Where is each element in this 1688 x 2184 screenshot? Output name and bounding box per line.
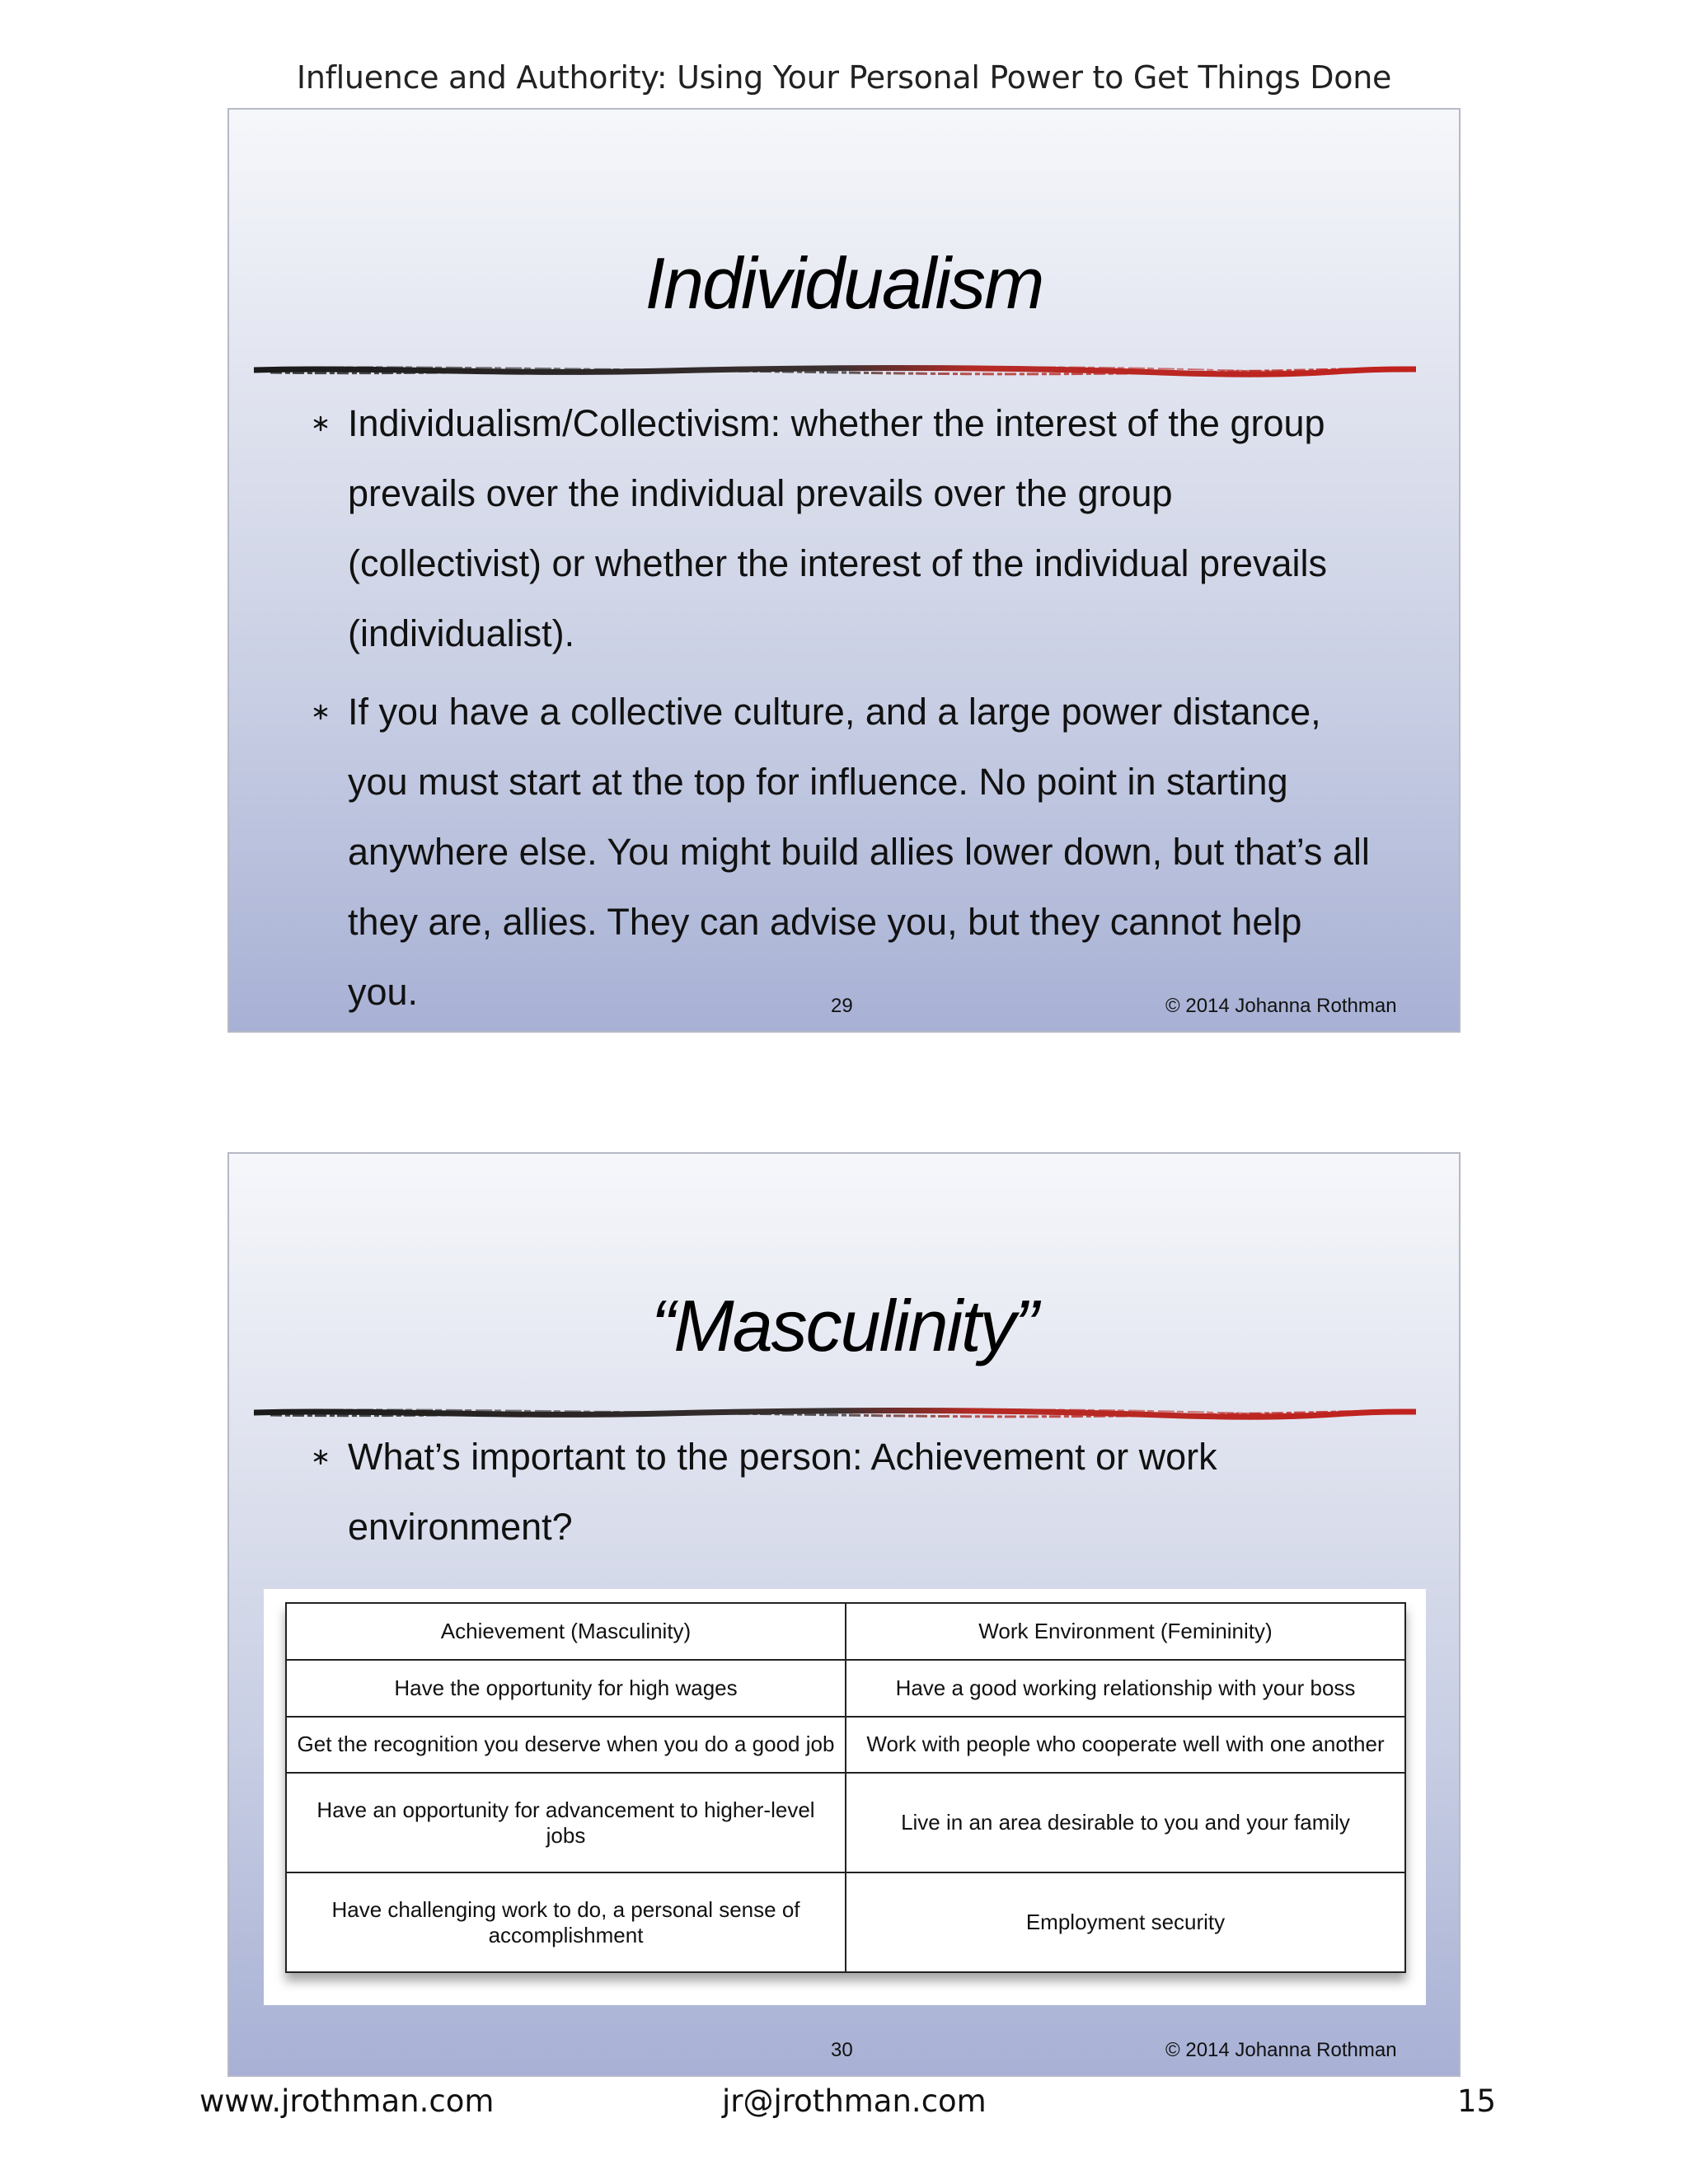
bullet-line: prevails over the individual prevails over the group xyxy=(348,472,1173,514)
bullet-line: environment? xyxy=(348,1506,573,1548)
asterisk-bullet-icon xyxy=(308,388,333,458)
slide-masculinity xyxy=(227,1152,1461,2077)
website-link[interactable]: www.jrothman.com xyxy=(199,2083,495,2119)
page-header: Influence and Authority: Using Your Personal Power to Get Things Done xyxy=(296,59,1392,96)
asterisk-bullet-icon xyxy=(308,1422,333,1492)
slide-copyright: © 2014 Johanna Rothman xyxy=(1165,995,1397,1017)
bullet-line: (individualist). xyxy=(348,612,575,654)
table-cell: Have challenging work to do, a personal sense of accomplishment xyxy=(286,1872,846,1972)
asterisk-bullet-icon xyxy=(308,677,333,747)
page-number: 15 xyxy=(1457,2083,1497,2119)
slide-number: 30 xyxy=(831,2039,853,2061)
email-link[interactable]: jr@jrothman.com xyxy=(722,2083,987,2119)
bullet-list xyxy=(308,1422,1380,1570)
slide-title: Individualism xyxy=(645,242,1043,324)
table-cell: Have an opportunity for advancement to higher-level jobs xyxy=(286,1773,846,1872)
bullet-line: If you have a collective culture, and a large power distance, xyxy=(348,691,1321,733)
slide-title: “Masculinity” xyxy=(651,1285,1037,1366)
bullet-line: Individualism/Collectivism: whether the interest of the group xyxy=(348,402,1325,444)
table-cell: Have the opportunity for high wages xyxy=(286,1660,846,1717)
table-cell: Work with people who cooperate well with one another xyxy=(846,1717,1405,1774)
slide-number: 29 xyxy=(831,995,853,1017)
bullet-line: What’s important to the person: Achievement or work xyxy=(348,1436,1217,1478)
bullet-item xyxy=(308,388,1380,668)
slide-individualism xyxy=(227,108,1461,1033)
table-header-cell: Achievement (Masculinity) xyxy=(286,1603,846,1660)
table-row xyxy=(286,1660,1405,1717)
comparison-table-panel xyxy=(264,1589,1426,2005)
page-footer xyxy=(0,2083,1688,2125)
bullet-item xyxy=(308,677,1380,1027)
table-cell: Have a good working relationship with your boss xyxy=(846,1660,1405,1717)
bullet-line: they are, allies. They can advise you, but they cannot help you. xyxy=(348,901,1302,1013)
table-cell: Live in an area desirable to you and your family xyxy=(846,1773,1405,1872)
slide-copyright: © 2014 Johanna Rothman xyxy=(1165,2039,1397,2061)
table-cell: Employment security xyxy=(846,1872,1405,1972)
table-row xyxy=(286,1773,1405,1872)
bullet-list xyxy=(308,388,1380,1035)
table-row xyxy=(286,1872,1405,1972)
bullet-line: anywhere else. You might build allies lower down, but that’s all xyxy=(348,831,1370,873)
bullet-item xyxy=(308,1422,1380,1562)
table-cell: Get the recognition you deserve when you do a good job xyxy=(286,1717,846,1774)
table-header-row xyxy=(286,1603,1405,1660)
bullet-line: you must start at the top for influence. No point in starting xyxy=(348,761,1288,803)
bullet-line: (collectivist) or whether the interest of the individual prevails xyxy=(348,542,1328,584)
comparison-table xyxy=(285,1602,1406,1973)
table-row xyxy=(286,1717,1405,1774)
table-header-cell: Work Environment (Femininity) xyxy=(846,1603,1405,1660)
brush-divider xyxy=(254,359,1416,383)
